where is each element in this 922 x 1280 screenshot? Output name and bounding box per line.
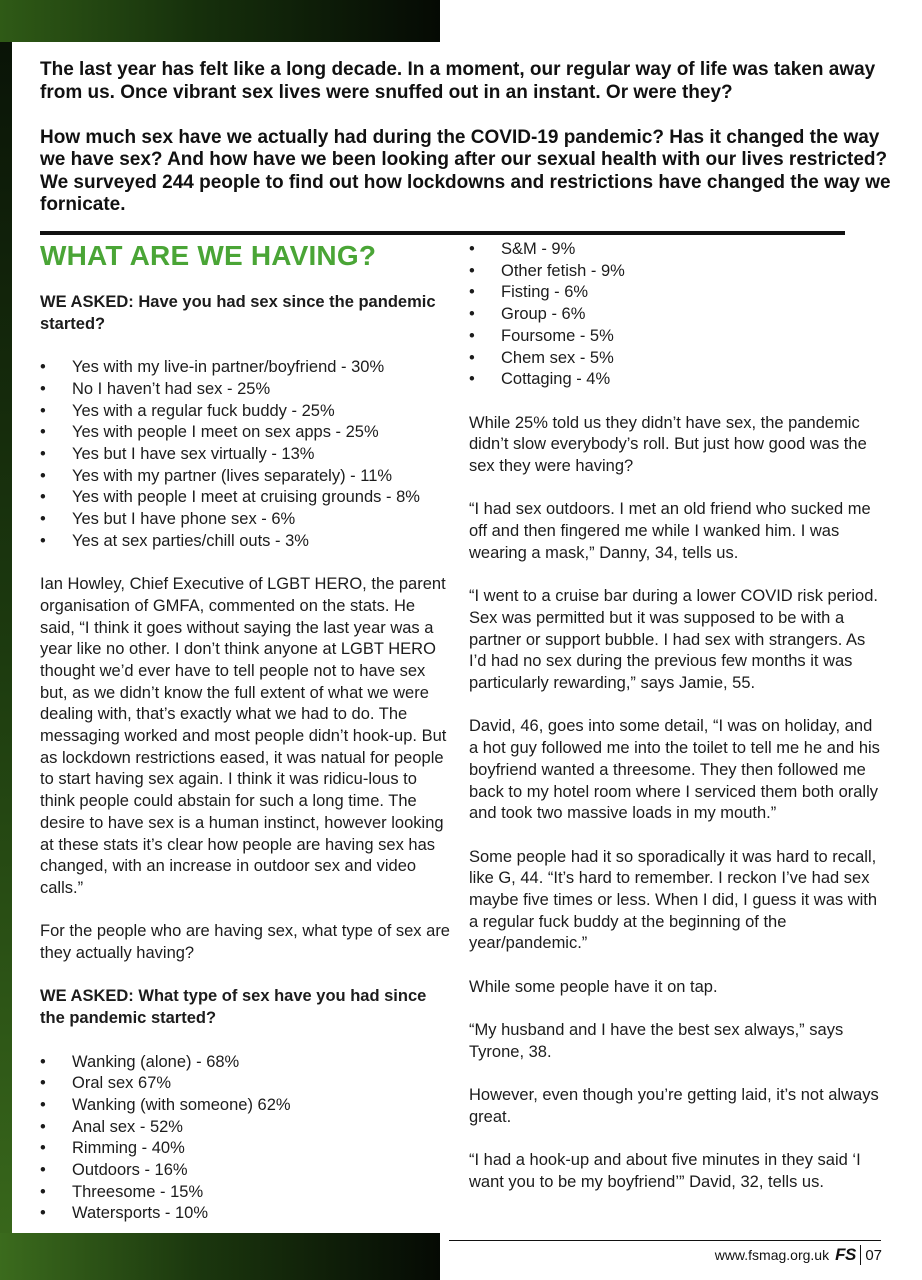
list-item: • Watersports - 10% xyxy=(40,1203,452,1225)
list-item: • Group - 6% xyxy=(469,304,884,326)
footer-url[interactable]: www.fsmag.org.uk xyxy=(714,1247,830,1263)
quote-paragraph: Some people had it so sporadically it was hard to recall, like G, 44. “It’s hard to remember. I reckon I’ve had sex maybe five times or less. When I did, I guess it was with a regular fuck buddy at the beginning of the year/pandemic.” xyxy=(469,847,878,953)
list-item: • No I haven’t had sex - 25% xyxy=(40,379,452,401)
quote-paragraph: “I had sex outdoors. I met an old friend who sucked me off and then fingered me while I wanked him. I was wearing a mask,” Danny, 34, tells us. xyxy=(469,500,871,562)
intro xyxy=(40,59,900,217)
list-item: • Yes but I have phone sex - 6% xyxy=(40,509,452,531)
list-item: • Wanking (with someone) 62% xyxy=(40,1095,452,1117)
footer-divider xyxy=(449,1240,881,1241)
list-item: • Other fetish - 9% xyxy=(469,261,884,283)
list-item: • Yes but I have sex virtually - 13% xyxy=(40,444,452,466)
list-item: • Rimming - 40% xyxy=(40,1138,452,1160)
list-item: • Yes with people I meet on sex apps - 25% xyxy=(40,422,452,444)
list-item: • S&M - 9% xyxy=(469,239,884,261)
answers-list-2-continued xyxy=(469,239,884,391)
list-item: • Foursome - 5% xyxy=(469,326,884,348)
list-item: • Yes with a regular fuck buddy - 25% xyxy=(40,401,452,423)
body-paragraph: However, even though you’re getting laid, it’s not always great. xyxy=(469,1086,879,1126)
body-paragraph: While 25% told us they didn’t have sex, the pandemic didn’t slow everybody’s roll. But just how good was the sex they were having? xyxy=(469,413,867,476)
body-paragraph: While some people have it on tap. xyxy=(469,977,718,996)
list-item: • Anal sex - 52% xyxy=(40,1117,452,1139)
section-heading: WHAT ARE WE HAVING? xyxy=(40,240,377,271)
quote-paragraph: “I went to a cruise bar during a lower COVID risk period. Sex was permitted but it was supposed to be with a partner or support bubble. I had sex with strangers. As I’d had no sex during the previous few months it was particularly rewarding,” says Jamie, 55. xyxy=(469,587,878,693)
page-number: 07 xyxy=(865,1246,882,1264)
list-item: • Wanking (alone) - 68% xyxy=(40,1052,452,1074)
survey-question-2: WE ASKED: What type of sex have you had since the pandemic started? xyxy=(40,987,427,1028)
quote-paragraph: “My husband and I have the best sex always,” says Tyrone, 38. xyxy=(469,1021,844,1061)
list-item: • Fisting - 6% xyxy=(469,282,884,304)
body-paragraph: For the people who are having sex, what type of sex are they actually having? xyxy=(40,922,450,963)
section-divider xyxy=(40,231,845,235)
list-item: • Threesome - 15% xyxy=(40,1182,452,1204)
left-green-band xyxy=(0,42,12,1280)
top-green-band xyxy=(0,0,440,42)
left-column xyxy=(40,238,452,1225)
footer-separator xyxy=(860,1245,862,1265)
answers-list-1 xyxy=(40,357,452,552)
fs-logo: FS xyxy=(835,1245,856,1264)
page-footer xyxy=(600,1244,882,1266)
list-item: • Yes with my live-in partner/boyfriend - 30% xyxy=(40,357,452,379)
list-item: • Yes at sex parties/chill outs - 3% xyxy=(40,531,452,553)
list-item: • Oral sex 67% xyxy=(40,1073,452,1095)
quote-paragraph: “I had a hook-up and about five minutes in they said ‘I want you to be my boyfriend’” David, 32, tells us. xyxy=(469,1151,861,1192)
list-item: • Cottaging - 4% xyxy=(469,369,884,391)
quote-paragraph: David, 46, goes into some detail, “I was on holiday, and a hot guy followed me into the toilet to tell me he and his boyfriend wanted a threesome. They then followed me back to my hotel room where I serviced them both orally and took two massive loads in my mouth.” xyxy=(469,717,880,823)
list-item: • Yes with people I meet at cruising grounds - 8% xyxy=(40,487,452,509)
list-item: • Outdoors - 16% xyxy=(40,1160,452,1182)
survey-question-1: WE ASKED: Have you had sex since the pandemic started? xyxy=(40,293,436,333)
list-item: • Chem sex - 5% xyxy=(469,348,884,370)
intro-paragraph-1: The last year has felt like a long decade. In a moment, our regular way of life was taken away from us. Once vibrant sex lives were snuffed out in an instant. Or were they? xyxy=(40,59,876,103)
quote-paragraph: Ian Howley, Chief Executive of LGBT HERO, the parent organisation of GMFA, commented on the stats. He said, “I think it goes without saying the last year was a year like no other. I don’t think anyone at LGBT HERO thought we’d ever have to tell people not to have sex but, as we didn’t know the full extent of what we were dealing with, that’s exactly what we had to do. The messaging worked and most people didn’t hook-up. But as lockdown restrictions eased, it was natual for people to start having sex again. I think it was ridicu-lous to think people could abstain for such a long time. The desire to have sex is a human instinct, however looking at these stats it’s clear how people are having sex has changed, with an increase in outdoor sex and video calls.” xyxy=(40,575,447,897)
answers-list-2 xyxy=(40,1052,452,1226)
intro-paragraph-2: How much sex have we actually had during the COVID-19 pandemic? Has it changed the way we have sex? And how have we been looking after our sexual health with our lives restricted? We surveyed 244 people to find out how lockdowns and restrictions have changed the way we fornicate. xyxy=(40,126,891,215)
list-item: • Yes with my partner (lives separately) - 11% xyxy=(40,466,452,488)
bottom-green-band xyxy=(0,1233,440,1280)
right-column xyxy=(469,239,884,1194)
